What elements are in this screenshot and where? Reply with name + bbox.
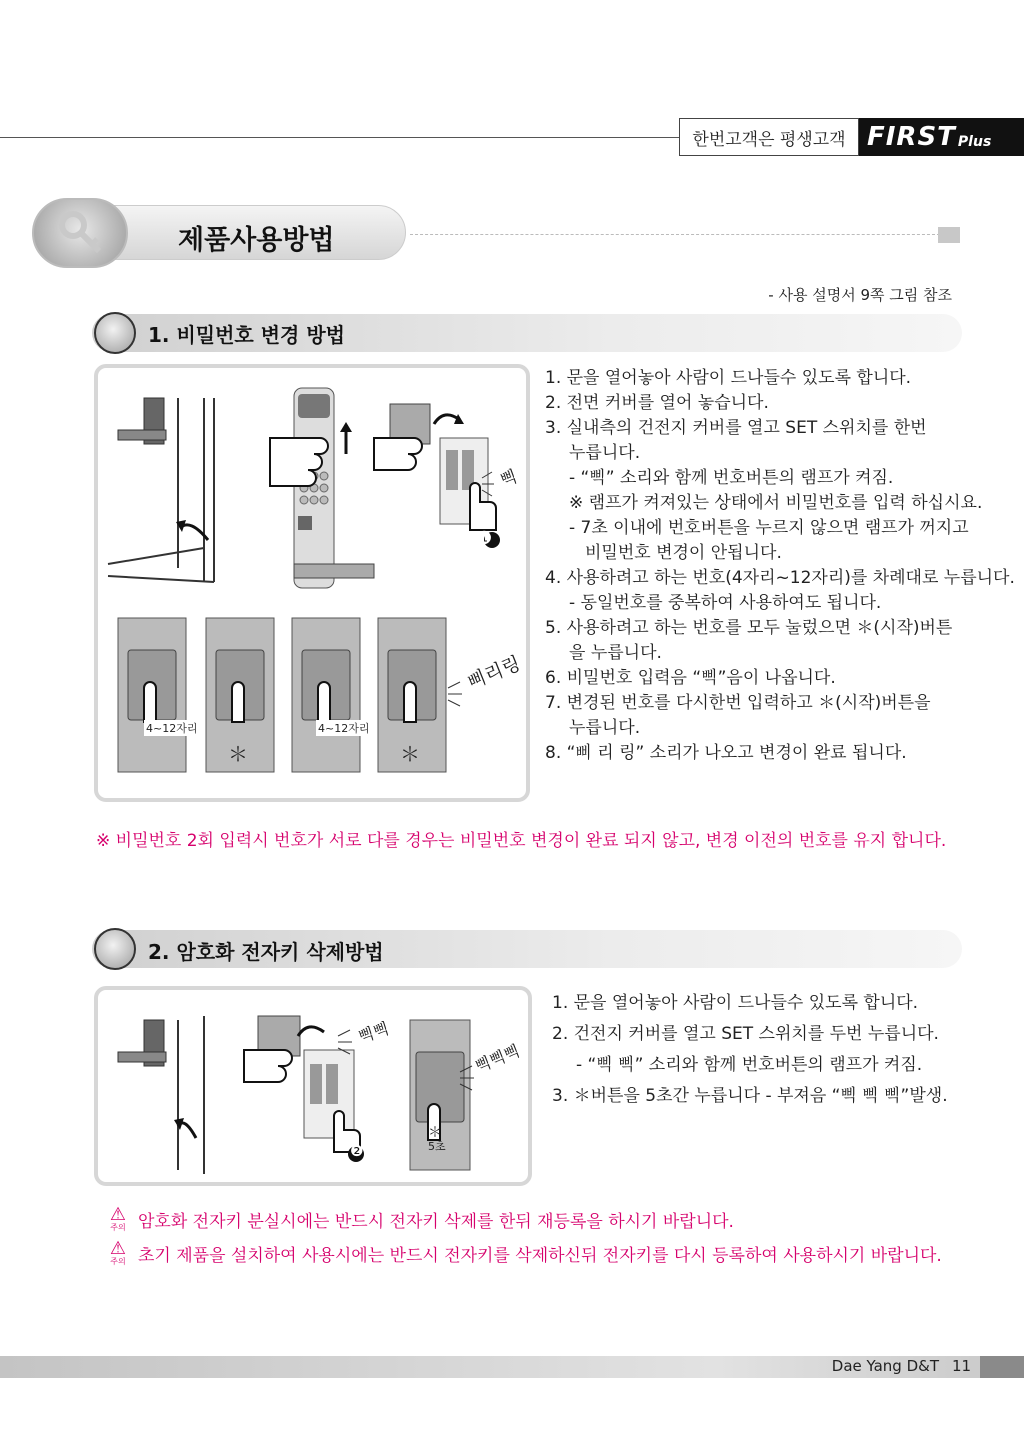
section2-step: 2. 건전지 커버를 열고 SET 스위치를 두번 누릅니다. bbox=[552, 1024, 939, 1044]
section1-step: 누릅니다. bbox=[569, 718, 641, 738]
section1-step: - 7초 이내에 번호버튼을 누르지 않으면 램프가 꺼지고 bbox=[569, 518, 969, 538]
section2-step: 3. ＊버튼을 5초간 누릅니다 - 부져음 “삑 삑 삑”발생. bbox=[552, 1086, 948, 1106]
warning-icon: ⚠ 주의 bbox=[109, 1204, 127, 1232]
brand-plus: Plus bbox=[957, 134, 992, 150]
footer-company: Dae Yang D&T bbox=[831, 1357, 939, 1375]
section2-illustration bbox=[98, 990, 528, 1182]
page-number: 11 bbox=[952, 1357, 972, 1375]
section2-steps bbox=[552, 988, 948, 1112]
section1-figure bbox=[94, 364, 530, 802]
warning-1 bbox=[106, 1206, 734, 1232]
header-rule bbox=[0, 137, 680, 138]
slogan-box bbox=[679, 118, 859, 156]
reference-note: - 사용 설명서 9쪽 그림 참조 bbox=[768, 286, 952, 304]
footer-block bbox=[980, 1356, 1024, 1378]
section1-title: 1. 비밀번호 변경 방법 bbox=[148, 323, 345, 347]
warning-text: 암호화 전자키 분실시에는 반드시 전자키 삭제를 한뒤 재등록을 하시기 바랍니다. bbox=[138, 1211, 734, 1232]
section1-step: 비밀번호 변경이 안됩니다. bbox=[585, 543, 782, 563]
section1-step: 3. 실내측의 건전지 커버를 열고 SET 스위치를 한번 bbox=[545, 418, 927, 438]
star-key-1: ＊ bbox=[228, 742, 248, 766]
warning-text: 초기 제품을 설치하여 사용시에는 반드시 전자키를 삭제하신뒤 전자키를 다시 등록하여 사용하시기 바랍니다. bbox=[138, 1245, 942, 1266]
page-title: 제품사용방법 bbox=[178, 225, 335, 256]
warning-2 bbox=[106, 1240, 942, 1266]
section1-step: 6. 비밀번호 입력음 “삑”음이 나옵니다. bbox=[545, 668, 836, 688]
section1-step: 7. 변경된 번호를 다시한번 입력하고 ＊(시작)버튼을 bbox=[545, 693, 931, 713]
brand-first: FIRST bbox=[867, 122, 956, 152]
title-marker bbox=[938, 227, 960, 243]
warning-icon-label: 주의 bbox=[110, 1257, 126, 1266]
section1-step: - 동일번호를 중복하여 사용하여도 됩니다. bbox=[569, 593, 882, 613]
melody-label: 삐리링 bbox=[464, 652, 524, 694]
section1-steps bbox=[545, 366, 1015, 766]
star-key-3: ＊ bbox=[428, 1125, 442, 1141]
section2-title: 2. 암호화 전자키 삭제방법 bbox=[148, 940, 384, 964]
section1-step: ※ 램프가 켜져있는 상태에서 비밀번호를 입력 하십시요. bbox=[569, 493, 983, 513]
warning-icon: ⚠ 주의 bbox=[109, 1238, 127, 1266]
triple-beep-label: 삑삑삑 bbox=[472, 1040, 523, 1076]
warning-icon-label: 주의 bbox=[110, 1223, 126, 1232]
section1-step: - “삑” 소리와 함께 번호버튼의 램프가 켜짐. bbox=[569, 468, 894, 488]
section2-bullet-icon bbox=[94, 928, 136, 970]
double-beep-label: 삑삑 bbox=[356, 1018, 392, 1047]
beep-label: 삑 bbox=[497, 466, 521, 492]
section2-step: 1. 문을 열어놓아 사람이 드나들수 있도록 합니다. bbox=[552, 993, 919, 1013]
section2-figure bbox=[94, 986, 532, 1186]
title-divider bbox=[410, 234, 940, 235]
section1-step: 누릅니다. bbox=[569, 443, 641, 463]
section2-step: - “삑 삑” 소리와 함께 번호버튼의 램프가 켜짐. bbox=[576, 1055, 923, 1075]
digits-label-2: 4~12자리 bbox=[318, 722, 370, 735]
brand-logo bbox=[859, 118, 1024, 156]
digits-label-1: 4~12자리 bbox=[146, 722, 198, 735]
star-key-2: ＊ bbox=[400, 742, 420, 766]
section1-step: 1. 문을 열어놓아 사람이 드나들수 있도록 합니다. bbox=[545, 368, 912, 388]
section1-step: 을 누릅니다. bbox=[569, 643, 662, 663]
section1-step: 2. 전면 커버를 열어 놓습니다. bbox=[545, 393, 769, 413]
step-one-marker: ❶ bbox=[476, 528, 493, 549]
section1-bullet-icon bbox=[94, 312, 136, 354]
section1-step: 8. “삐 리 링” 소리가 나오고 변경이 완료 됩니다. bbox=[545, 743, 907, 763]
five-seconds-label: 5초 bbox=[428, 1140, 446, 1153]
section1-step: 5. 사용하려고 하는 번호를 모두 눌렀으면 ＊(시작)버튼 bbox=[545, 618, 953, 638]
key-icon bbox=[55, 207, 107, 259]
section1-note: ※ 비밀번호 2회 입력시 번호가 서로 다를 경우는 비밀번호 변경이 완료 되지 않고, 변경 이전의 번호를 유지 합니다. bbox=[96, 831, 947, 851]
step-two-marker: ❷ bbox=[350, 1142, 364, 1160]
slogan: 한번고객은 평생고객 bbox=[692, 129, 846, 150]
section1-step: 4. 사용하려고 하는 번호(4자리~12자리)를 차례대로 누릅니다. bbox=[545, 568, 1015, 588]
